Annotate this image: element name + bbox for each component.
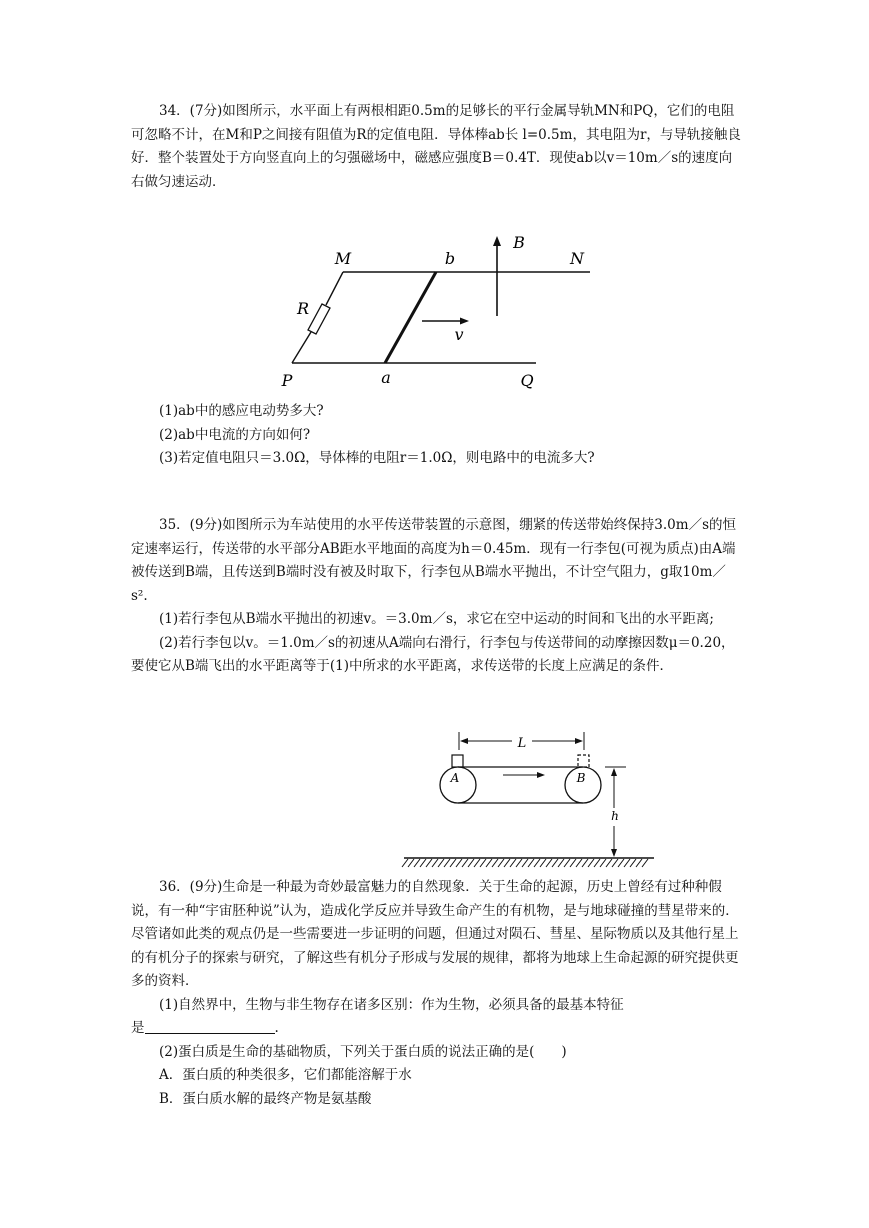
label-a-end: A bbox=[450, 771, 460, 785]
question-35-part-2: (2)若行李包以v。＝1.0m／s的初速从A端向右滑行，行李包与传送带间的动摩擦因数μ＝0.20，要使它从B端飞出的水平距离等于(1)中所求的水平距离，求传送带的长度上应满足的条件． bbox=[131, 634, 735, 674]
label-field-b: B bbox=[513, 233, 525, 252]
question-36-part-2: (2)蛋白质是生命的基础物质，下列关于蛋白质的说法正确的是( ) bbox=[159, 1043, 567, 1060]
question-36-part-1-line-1: (1)自然界中，生物与非生物存在诸多区别：作为生物，必须具备的最基本特征 bbox=[159, 996, 624, 1013]
choice-a[interactable]: A．蛋白质的种类很多，它们都能溶解于水 bbox=[159, 1067, 412, 1083]
question-34-part-1: (1)ab中的感应电动势多大? bbox=[159, 403, 324, 419]
hatch-mark bbox=[540, 859, 546, 867]
rail-circuit-figure bbox=[270, 228, 610, 398]
hatch-mark bbox=[606, 859, 612, 867]
label-l: L bbox=[517, 736, 527, 751]
question-35-stem: 35．(9分)如图所示为车站使用的水平传送带装置的示意图，绷紧的传送带始终保持3.0m／s的恒定速率运行，传送带的水平部分AB距水平地面的高度为h＝0.45m．现有一行李包(可视为质点)由A端被传送到B端，且传送到B端时没有被及时取下，行李包从B端水平抛出，不计空气阻力，g取10m／s². bbox=[131, 517, 736, 604]
label-n: N bbox=[570, 249, 584, 268]
hatch-mark bbox=[444, 859, 450, 867]
hatch-mark bbox=[582, 859, 588, 867]
hatch-mark bbox=[636, 859, 642, 867]
hatch-mark bbox=[570, 859, 576, 867]
hatch-mark bbox=[462, 859, 468, 867]
question-34 bbox=[131, 100, 741, 194]
hatch-mark bbox=[564, 859, 570, 867]
hatch-mark bbox=[534, 859, 540, 867]
conductor-rod-ab bbox=[385, 272, 436, 363]
luggage-box-b bbox=[578, 755, 589, 767]
label-b: b bbox=[444, 249, 456, 268]
hatch-mark bbox=[504, 859, 510, 867]
hatch-mark bbox=[432, 859, 438, 867]
hatch-mark bbox=[468, 859, 474, 867]
label-r: R bbox=[296, 299, 310, 318]
question-36-part-1-prefix: 是 bbox=[131, 1020, 145, 1036]
hatch-mark bbox=[522, 859, 528, 867]
resistor-r bbox=[308, 304, 330, 334]
left-wire-bottom bbox=[292, 332, 311, 363]
hatch-mark bbox=[612, 859, 618, 867]
hatch-mark bbox=[516, 859, 522, 867]
question-36 bbox=[131, 876, 741, 1111]
hatch-mark bbox=[594, 859, 600, 867]
question-34-part-2: (2)ab中电流的方向如何? bbox=[159, 426, 311, 443]
label-b-end: B bbox=[576, 771, 586, 785]
hatch-mark bbox=[558, 859, 564, 867]
label-a: a bbox=[381, 368, 391, 387]
hatch-mark bbox=[414, 859, 420, 867]
hatch-mark bbox=[486, 859, 492, 867]
belt-direction-arrowhead bbox=[537, 772, 545, 778]
hatch-mark bbox=[420, 859, 426, 867]
choice-b[interactable]: B．蛋白质水解的最终产物是氨基酸 bbox=[159, 1090, 372, 1107]
ground-hatching bbox=[402, 859, 648, 867]
question-34-stem: 34．(7分)如图所示，水平面上有两根相距0.5m的足够长的平行金属导轨MN和PQ，它们的电阻可忽略不计，在M和P之间接有阻值为R的定值电阻．导体棒ab长 l=0.5m，其电阻为r，与导轨接触良好．整个装置处于方向竖直向上的匀强磁场中，磁感应强度B＝0.4T．现使ab以v＝10m／s的速度向右做匀速运动． bbox=[131, 103, 741, 190]
hatch-mark bbox=[456, 859, 462, 867]
label-h: h bbox=[611, 809, 619, 823]
h-arrow-up bbox=[611, 768, 617, 776]
question-34-subparts bbox=[131, 400, 741, 471]
hatch-mark bbox=[480, 859, 486, 867]
l-arrow-left bbox=[460, 738, 468, 744]
hatch-mark bbox=[552, 859, 558, 867]
hatch-mark bbox=[498, 859, 504, 867]
field-arrowhead bbox=[493, 236, 501, 246]
hatch-mark bbox=[642, 859, 648, 867]
hatch-mark bbox=[402, 859, 408, 867]
hatch-mark bbox=[576, 859, 582, 867]
hatch-mark bbox=[618, 859, 624, 867]
question-35 bbox=[131, 514, 741, 679]
hatch-mark bbox=[492, 859, 498, 867]
hatch-mark bbox=[624, 859, 630, 867]
hatch-mark bbox=[438, 859, 444, 867]
hatch-mark bbox=[426, 859, 432, 867]
label-m: M bbox=[334, 249, 352, 268]
hatch-mark bbox=[450, 859, 456, 867]
answer-blank[interactable] bbox=[145, 1019, 275, 1034]
hatch-mark bbox=[630, 859, 636, 867]
label-p: P bbox=[281, 371, 293, 390]
velocity-arrowhead bbox=[460, 318, 469, 325]
question-34-part-3: (3)若定值电阻只＝3.0Ω，导体棒的电阻r＝1.0Ω，则电路中的电流多大? bbox=[159, 450, 595, 466]
question-35-part-1: (1)若行李包从B端水平抛出的初速v。＝3.0m／s，求它在空中运动的时间和飞出的水平距离; bbox=[159, 611, 714, 627]
question-36-part-1-line-2 bbox=[131, 1017, 741, 1041]
l-arrow-right bbox=[575, 738, 583, 744]
hatch-mark bbox=[408, 859, 414, 867]
hatch-mark bbox=[600, 859, 606, 867]
h-arrow-down bbox=[611, 849, 617, 857]
conveyor-belt-figure bbox=[400, 728, 660, 873]
luggage-box-a bbox=[452, 755, 463, 767]
label-q: Q bbox=[520, 371, 534, 390]
label-v: v bbox=[454, 325, 464, 344]
question-36-stem: 36．(9分)生命是一种最为奇妙最富魅力的自然现象．关于生命的起源，历史上曾经有过种种假说，有一种“宇宙胚种说”认为，造成化学反应并导致生命产生的有机物，是与地球碰撞的彗星带来的．尽管诸如此类的观点仍是一些需要进一步证明的问题，但通过对陨石、彗星、星际物质以及其他行星上的有机分子的探索与研究，了解这些有机分子形成与发展的规律，都将为地球上生命起源的研究提供更多的资料． bbox=[131, 879, 739, 989]
hatch-mark bbox=[474, 859, 480, 867]
hatch-mark bbox=[588, 859, 594, 867]
question-36-part-1-suffix: . bbox=[274, 1020, 279, 1036]
hatch-mark bbox=[528, 859, 534, 867]
hatch-mark bbox=[546, 859, 552, 867]
hatch-mark bbox=[510, 859, 516, 867]
left-wire-top bbox=[326, 272, 343, 305]
